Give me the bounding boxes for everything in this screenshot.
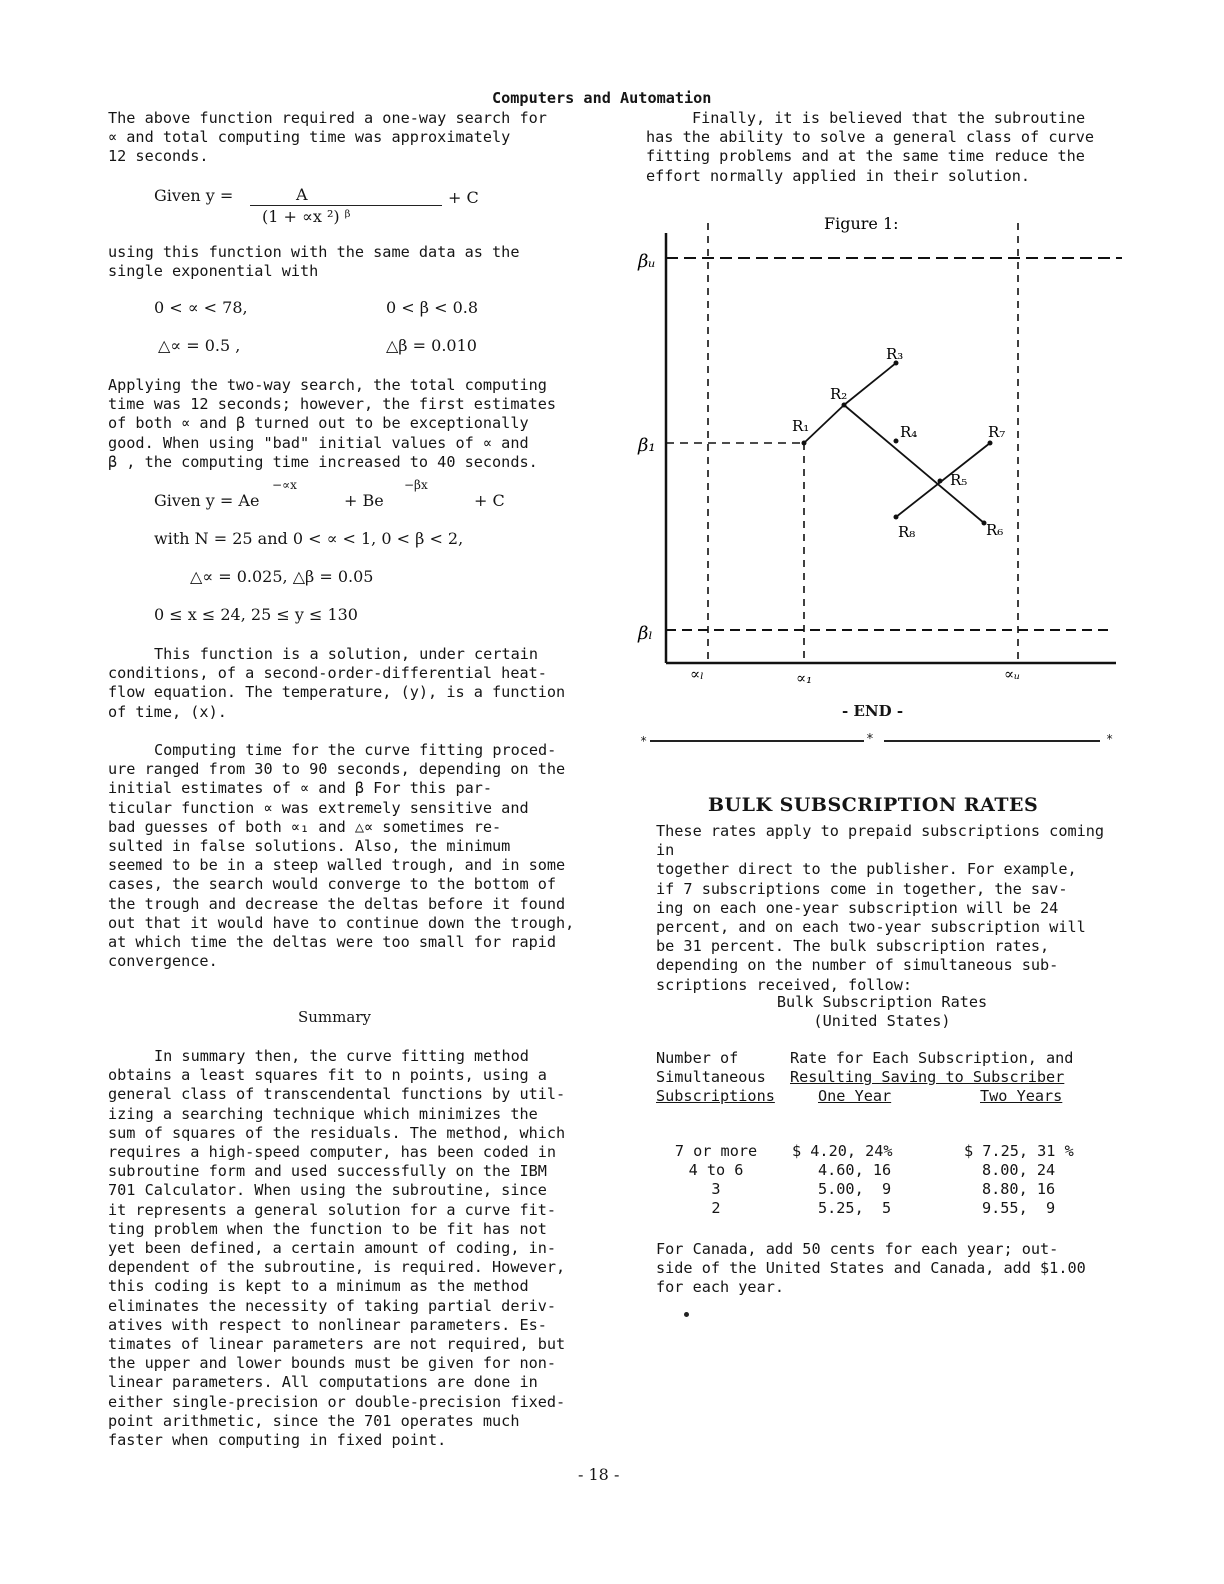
range2-line: 0 ≤ x ≤ 24, 25 ≤ y ≤ 130 [154, 605, 358, 624]
path-r2-r3 [844, 363, 896, 405]
header-number-of: Number of [656, 1049, 739, 1067]
row-count: 3 [711, 1180, 721, 1198]
header-one-year: One Year [818, 1087, 892, 1105]
header-rate: Rate for Each Subscription, and [790, 1049, 1074, 1067]
eq2-exp1: −∝x [272, 478, 297, 492]
label-alpha-1: ∝₁ [796, 669, 813, 685]
label-r7: R₇ [988, 423, 1006, 441]
bulk-subscription-heading: BULK SUBSCRIPTION RATES [708, 794, 1039, 816]
point-r2 [842, 403, 847, 408]
table-title-2: (United States) [813, 1012, 951, 1030]
point-r4 [894, 439, 899, 444]
running-header: Computers and Automation [492, 89, 712, 107]
eq2-exp2: −βx [404, 478, 428, 492]
header-subscriptions: Subscriptions [656, 1087, 775, 1105]
applying-paragraph: Applying the two-way search, the total computing time was 12 seconds; however, the first estimates of both ∝ and β turned out to be exceptionally good. When using "bad" initial values of ∝ and β , the computing time increased to 40 seconds. [108, 376, 557, 471]
stray-dot [684, 1312, 689, 1317]
row-two-years: $ 7.25, 31 % [964, 1142, 1074, 1160]
row-two-years: 8.80, 16 [982, 1180, 1056, 1198]
eq1-given: Given y = [154, 186, 234, 205]
range1-beta: 0 < β < 0.8 [386, 298, 479, 317]
header-simultaneous: Simultaneous [656, 1068, 766, 1086]
row-one-year: 4.60, 16 [818, 1161, 892, 1179]
eq1-denominator: (1 + ∝x ²) ᵝ [262, 207, 351, 226]
figure-1 [632, 205, 1132, 685]
summary-paragraph: In summary then, the curve fitting method obtains a least squares fit to n points, using a general class of transcendental functions by util- izing a searching technique which minimizes the sum of squares of the residuals. The method, which requires a high-speed computer, has been coded in subroutine form and used successfully on the IBM 701 Calculator. When using the subroutine, since it represents a general solution for a curve fit- ting problem when the function to be fit has not yet been defined, a certain amount of coding, in- dependent of the subroutine, is required. However, this coding is kept to a minimum as the method eliminates the necessity of taking partial deriv- atives with respect to nonlinear parameters. Es- timates of linear parameters are not required, but the upper and lower bounds must be given for non- linear parameters. All computations are done in either single-precision or double-precision fixed- point arithmetic, since the 701 operates much faster when computing in fixed point. [108, 1047, 566, 1450]
path-r1-r2 [804, 405, 844, 443]
row-two-years: 9.55, 9 [982, 1199, 1056, 1217]
path-r8-r7 [896, 443, 990, 517]
delta1-alpha: △∝ = 0.5 , [158, 336, 241, 355]
solution-paragraph: This function is a solution, under certain conditions, of a second-order-differential heat- flow equation. The temperature, (y), is a function of time, (x). [108, 645, 566, 721]
row-count: 2 [711, 1199, 721, 1217]
finally-paragraph: Finally, it is believed that the subroutine has the ability to solve a general class of curve fitting problems and at the same time reduce the effort normally applied in their solution. [646, 109, 1095, 185]
delta1-beta: △β = 0.010 [386, 336, 477, 355]
divider-star-right: * [1106, 732, 1114, 746]
row-one-year: 5.25, 5 [818, 1199, 892, 1217]
eq2-given: Given y = Ae [154, 491, 260, 510]
label-beta-lower: βₗ [638, 623, 653, 644]
point-r1 [802, 441, 807, 446]
label-beta-1: β₁ [638, 435, 656, 456]
point-r5 [938, 479, 943, 484]
label-r8: R₈ [898, 523, 916, 541]
label-beta-upper: βᵤ [638, 251, 656, 272]
divider-line-left [650, 740, 864, 742]
table-title-1: Bulk Subscription Rates [776, 993, 988, 1011]
row-one-year: 5.00, 9 [818, 1180, 892, 1198]
intro-paragraph: The above function required a one-way search for ∝ and total computing time was approximately 12 seconds. [108, 109, 547, 166]
row-two-years: 8.00, 24 [982, 1161, 1056, 1179]
row-count: 7 or more [674, 1142, 758, 1160]
label-r3: R₃ [886, 345, 904, 363]
eq1-plus-c: + C [448, 188, 479, 207]
label-r6: R₆ [986, 521, 1004, 539]
row-count: 4 to 6 [688, 1161, 744, 1179]
header-two-years: Two Years [980, 1087, 1063, 1105]
end-mark: - END - [842, 702, 904, 720]
label-r4: R₄ [900, 423, 918, 441]
with-n-line: with N = 25 and 0 < ∝ < 1, 0 < β < 2, [154, 529, 464, 548]
divider-star-left: * [640, 734, 648, 748]
eq1-fraction-bar [250, 205, 442, 206]
row-one-year: $ 4.20, 24% [792, 1142, 893, 1160]
label-alpha-upper: ∝ᵤ [1004, 665, 1021, 683]
divider-line-right [884, 740, 1100, 742]
delta2-line: △∝ = 0.025, △β = 0.05 [190, 567, 374, 586]
eq1-numerator: A [296, 185, 308, 204]
range1-alpha: 0 < ∝ < 78, [154, 298, 248, 317]
computing-time-paragraph: Computing time for the curve fitting proced- ure ranged from 30 to 90 seconds, depending on the initial estimates of ∝ and β For this par- ticular function ∝ was extremely sensitive and bad guesses of both ∝₁ and △∝ sometimes re- sulted in false solutions. Also, the minimum seemed to be in a steep walled trough, and in some cases, the search would converge to the bottom of the trough and decrease the deltas before it found out that it would have to continue down the trough, at which time the deltas were too small for rapid convergence. [108, 741, 575, 971]
eq2-plus-c: + C [474, 491, 505, 510]
label-r5: R₅ [950, 471, 968, 489]
bulk-subscription-paragraph: These rates apply to prepaid subscriptions coming in together direct to the publisher. For example, if 7 subscriptions come in together, the sav- ing on each one-year subscription will be 24 percent, and on each two-year subscription will be 31 percent. The bulk subscription rates, depending on the number of simultaneous sub- scriptions received, follow: [656, 822, 1105, 994]
label-r1: R₁ [792, 417, 810, 435]
canada-paragraph: For Canada, add 50 cents for each year; out- side of the United States and Canada, add $1.00 for each year. [656, 1240, 1086, 1297]
summary-heading: Summary [298, 1008, 371, 1026]
label-r2: R₂ [830, 385, 848, 403]
eq2-plus-be: + Be [344, 491, 384, 510]
point-r8 [894, 515, 899, 520]
header-resulting-saving: Resulting Saving to Subscriber [790, 1068, 1065, 1086]
page-number: - 18 - [578, 1465, 620, 1484]
point-r7 [988, 441, 993, 446]
after-eq1-paragraph: using this function with the same data as the single exponential with [108, 243, 520, 281]
figure-caption: Figure 1: [824, 214, 899, 233]
divider-star-center: * [866, 732, 874, 747]
label-alpha-lower: ∝ₗ [690, 665, 704, 683]
